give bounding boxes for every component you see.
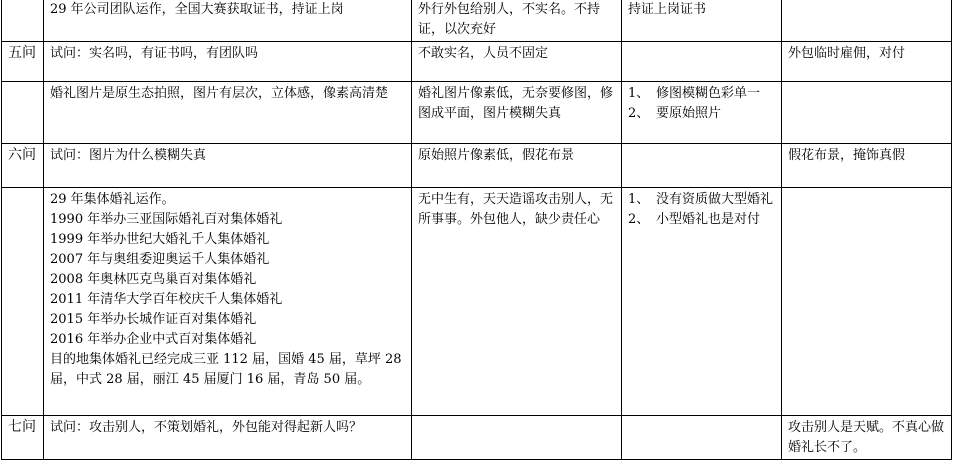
row-label <box>2 0 44 42</box>
cell-line: 试问：图片为什么模糊失真 <box>50 148 207 163</box>
table-row <box>2 42 952 82</box>
table-row <box>2 188 952 416</box>
cell-line: 2007 年与奥组委迎奥运千人集体婚礼 <box>50 252 270 267</box>
evidence-cell <box>622 416 782 460</box>
cell-line: 29 年集体婚礼运作。 <box>50 192 175 207</box>
cell-line: 试问：实名吗，有证书吗，有团队吗 <box>50 46 259 61</box>
list-item <box>628 84 777 104</box>
cell-text: 原始照片像素低，假花布景 <box>418 148 575 163</box>
comment-cell: 假花布景，掩饰真假 <box>782 144 952 188</box>
cell-text: 无中生有，天天造谣攻击别人，无所事事。外包他人，缺少责任心 <box>418 192 614 227</box>
row-label: 五问 <box>2 42 44 82</box>
evidence-cell <box>622 188 782 416</box>
comment-cell <box>782 0 952 42</box>
cell-line: 1999 年举办世纪大婚礼千人集体婚礼 <box>50 232 270 247</box>
list-marker: 1、 <box>628 192 650 207</box>
comment-cell: 外包临时雇佣，对付 <box>782 42 952 82</box>
row-label: 七问 <box>2 416 44 460</box>
list-item <box>628 104 777 124</box>
evidence-cell <box>622 82 782 144</box>
competitor-cell <box>412 188 622 416</box>
cell-line: 持证上岗证书 <box>628 2 707 17</box>
row-label: 六问 <box>2 144 44 188</box>
list-item <box>628 190 777 210</box>
evidence-cell <box>622 144 782 188</box>
list-text: 要原始照片 <box>656 106 722 121</box>
evidence-cell <box>622 42 782 82</box>
competitor-cell <box>412 0 622 42</box>
cell-line: 29 年公司团队运作，全国大赛获取证书，持证上岗 <box>50 2 344 17</box>
competitor-cell <box>412 416 622 460</box>
our-claim-cell <box>44 0 412 42</box>
table-row <box>2 144 952 188</box>
question-cell <box>44 416 412 460</box>
cell-line: 2016 年举办企业中式百对集体婚礼 <box>50 332 257 347</box>
comment-cell <box>782 82 952 144</box>
comparison-table <box>1 0 952 460</box>
row-label <box>2 82 44 144</box>
our-claim-cell <box>44 82 412 144</box>
list-item <box>628 210 777 230</box>
cell-line: 2011 年清华大学百年校庆千人集体婚礼 <box>50 292 283 307</box>
cell-line: 2008 年奥林匹克鸟巢百对集体婚礼 <box>50 272 257 287</box>
cell-line: 婚礼图片是原生态拍照，图片有层次，立体感，像素高清楚 <box>50 86 389 101</box>
table-row <box>2 416 952 460</box>
competitor-cell <box>412 42 622 82</box>
cell-text: 外行外包给别人，不实名。不持证，以次充好 <box>418 2 601 37</box>
list-marker: 2、 <box>628 106 650 121</box>
evidence-cell <box>622 0 782 42</box>
list-text: 小型婚礼也是对付 <box>656 212 761 227</box>
table-row <box>2 0 952 42</box>
list-marker: 2、 <box>628 212 650 227</box>
history-cell <box>44 188 412 416</box>
competitor-cell <box>412 82 622 144</box>
cell-line: 2015 年举办长城作证百对集体婚礼 <box>50 312 257 327</box>
cell-text: 不敢实名，人员不固定 <box>418 46 549 61</box>
cell-line: 目的地集体婚礼已经完成三亚 112 届，国婚 45 届，草坪 28 届，中式 28 届，丽江 45 届厦门 16 届，青岛 50 届。 <box>50 352 402 387</box>
question-cell <box>44 144 412 188</box>
list-text: 修图模糊色彩单一 <box>656 86 761 101</box>
competitor-cell <box>412 144 622 188</box>
cell-line: 1990 年举办三亚国际婚礼百对集体婚礼 <box>50 212 283 227</box>
comment-cell <box>782 416 952 460</box>
cell-text: 攻击别人是天赋。不真心做婚礼长不了。 <box>788 420 945 455</box>
list-text: 没有资质做大型婚礼 <box>656 192 774 207</box>
cell-line: 试问：攻击别人，不策划婚礼，外包能对得起新人吗？ <box>50 420 363 435</box>
list-marker: 1、 <box>628 86 650 101</box>
table-row <box>2 82 952 144</box>
question-cell <box>44 42 412 82</box>
comment-cell <box>782 188 952 416</box>
row-label <box>2 188 44 416</box>
cell-text: 婚礼图片像素低，无奈要修图，修图成平面，图片模糊失真 <box>418 86 614 121</box>
